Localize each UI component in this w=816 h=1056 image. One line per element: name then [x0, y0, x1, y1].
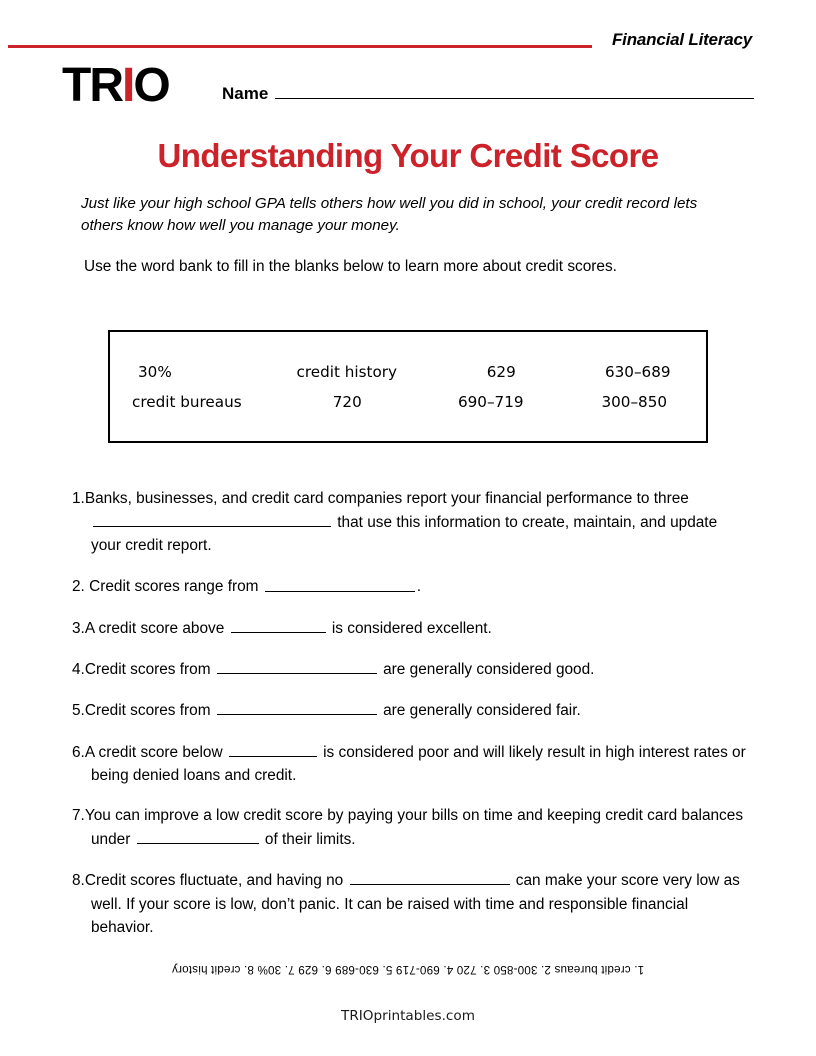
question-number: 7.	[72, 806, 85, 824]
question-number: 1.	[72, 490, 85, 507]
question-text-part2: can make your score very low as well. If your score is low, don’t panic. It can be raised with time and responsible financial behavior.	[91, 872, 740, 936]
question-item-2	[72, 574, 750, 598]
word-bank-item: credit history	[296, 362, 397, 381]
intro-paragraph: Just like your high school GPA tells others how well you did in school, your credit record lets others know how well you manage your money.	[81, 195, 698, 235]
question-text-part1: Credit scores range from	[84, 578, 263, 596]
name-label: Name	[222, 84, 269, 103]
answer-key: 1. credit bureaus 2. 300-850 3. 720 4. 690-719 5. 630-689 6. 629 7. 30% 8. credit history	[171, 963, 645, 976]
question-text-part2: .	[416, 578, 422, 596]
question-text-part1: Banks, businesses, and credit card companies report your financial performance to three	[84, 490, 689, 507]
name-field[interactable]	[222, 83, 754, 104]
question-text-part1: A credit score above	[84, 619, 229, 637]
answer-blank-5[interactable]	[217, 698, 377, 715]
answer-blank-8[interactable]	[350, 868, 510, 885]
question-text-part2: that use this information to create, maintain, and update your credit report.	[91, 514, 718, 555]
header-red-rule	[8, 45, 592, 48]
answer-blank-1[interactable]	[93, 510, 331, 527]
question-item-1	[72, 487, 750, 557]
word-bank-item: 630–689	[604, 362, 671, 381]
question-item-3	[72, 616, 750, 640]
word-bank-item: 629	[486, 362, 516, 381]
trio-logo	[62, 59, 169, 112]
question-text-part1: You can improve a low credit score by paying your bills on time and keeping credit card balances under	[84, 806, 744, 849]
answer-blank-4[interactable]	[217, 657, 377, 674]
word-bank-row	[110, 357, 706, 387]
question-item-8	[72, 868, 750, 938]
question-item-5	[72, 698, 750, 722]
question-number: 6.	[72, 743, 85, 761]
word-bank-item: 30%	[138, 362, 172, 381]
footer-site: TRIOprintables.com	[341, 1008, 475, 1024]
word-bank-row	[110, 387, 706, 417]
question-number: 3.	[72, 619, 85, 637]
word-bank	[108, 330, 708, 443]
question-text-part2: is considered excellent.	[327, 619, 492, 637]
question-list	[72, 487, 750, 956]
page-title: Understanding Your Credit Score	[157, 137, 659, 174]
word-bank-item: 300–850	[601, 392, 668, 411]
question-text-part1: Credit scores from	[84, 661, 215, 679]
subject-label: Financial Literacy	[611, 30, 752, 49]
question-number: 2.	[72, 578, 85, 596]
question-number: 5.	[72, 702, 85, 720]
logo-text-after: O	[133, 59, 169, 112]
answer-blank-3[interactable]	[231, 616, 326, 633]
logo-text-before: TR	[62, 59, 122, 112]
question-text-part1: Credit scores fluctuate, and having no	[84, 872, 348, 890]
question-item-7	[72, 804, 750, 851]
question-text-part2: are generally considered fair.	[378, 702, 581, 720]
answer-blank-7[interactable]	[137, 827, 259, 844]
answer-blank-6[interactable]	[229, 740, 317, 757]
logo-accent-letter: I	[121, 59, 134, 112]
question-number: 8.	[72, 872, 85, 890]
question-text-part2: of their limits.	[260, 831, 356, 849]
word-bank-item: 690–719	[457, 392, 524, 411]
instruction-paragraph: Use the word bank to fill in the blanks below to learn more about credit scores.	[84, 258, 617, 275]
question-item-6	[72, 740, 750, 787]
word-bank-item: 720	[332, 392, 362, 411]
answer-blank-2[interactable]	[265, 574, 415, 591]
question-text-part2: are generally considered good.	[378, 661, 595, 679]
question-text-part1: A credit score below	[84, 743, 227, 761]
question-number: 4.	[72, 661, 85, 679]
question-text-part2: is considered poor and will likely result in high interest rates or being denied loans and credit.	[91, 743, 746, 784]
name-input-line[interactable]	[275, 83, 754, 99]
word-bank-item: credit bureaus	[132, 392, 242, 411]
question-text-part1: Credit scores from	[84, 702, 215, 720]
question-item-4	[72, 657, 750, 681]
